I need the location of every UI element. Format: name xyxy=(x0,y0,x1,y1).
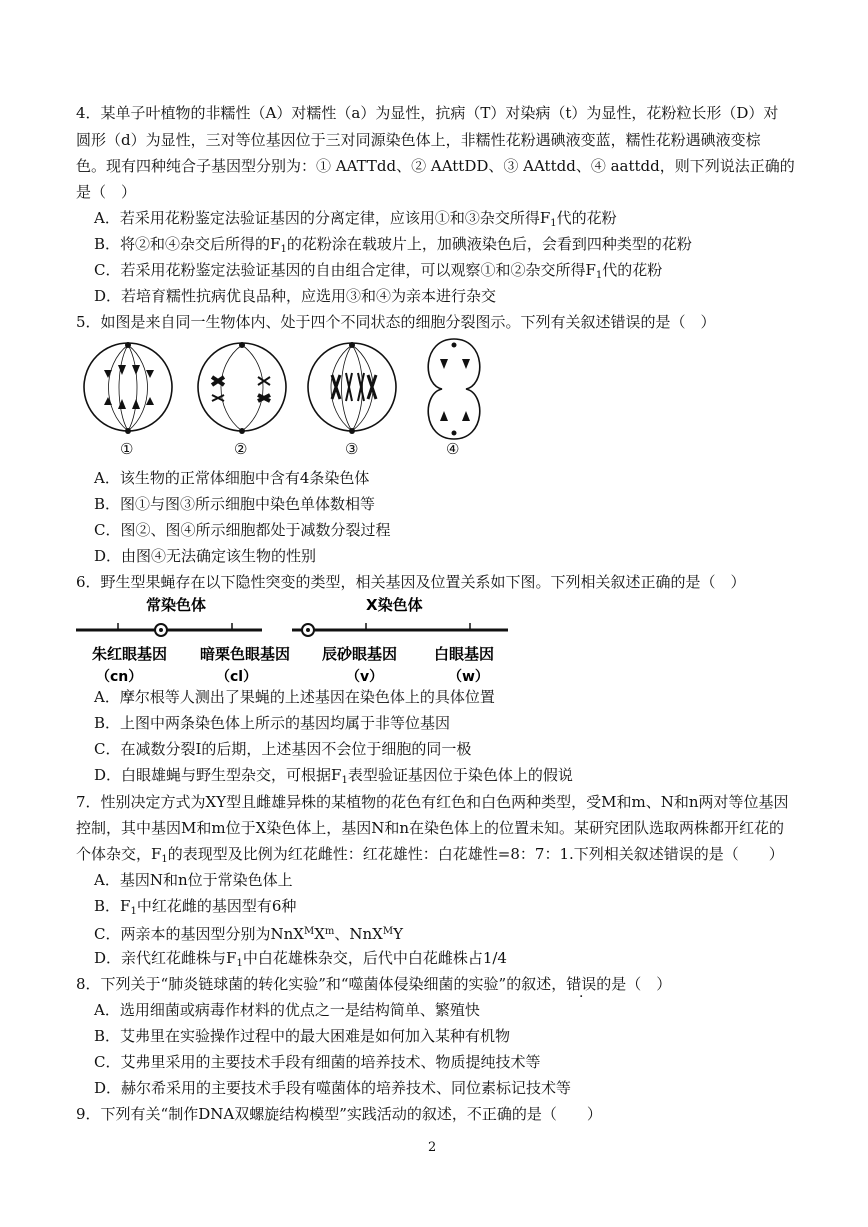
q7-option-c: C．两亲本的基因型分别为$NnX^MX^m$、NnX$^M$Y xyxy=(94,925,403,943)
q5-option-a: A．该生物的正常体细胞中含有4条染色体 xyxy=(94,469,370,487)
x-chromosome-label: X染色体 xyxy=(366,596,423,614)
q4-option-b: B．将②和④杂交后所得的$F_1$的花粉涂在载玻片上，加碘液染色后，会看到四种类型的花粉 xyxy=(94,235,692,255)
gene-name-v: 辰砂眼基因 xyxy=(322,645,398,663)
gene-symbol-v: （v） xyxy=(346,669,384,685)
cell-1-diagram xyxy=(84,342,172,434)
q4-option-a: A．若采用花粉鉴定法验证基因的分离定律，应该用①和③杂交所得$F_1$代的花粉 xyxy=(94,209,617,229)
q7-option-a: A．基因N和n位于常染色体上 xyxy=(94,871,293,889)
q4-stem-line-4: 是（ ） xyxy=(76,183,137,201)
q8-option-c: C．艾弗里采用的主要技术手段有细菌的培养技术、物质提纯技术等 xyxy=(94,1053,541,1071)
cell-label-1: ① xyxy=(120,440,134,458)
q7-option-b: B．$F_1$中红花雌的基因型有6种 xyxy=(94,897,297,917)
q7-stem-line-2: 控制，其中基因M和m位于X染色体上，基因N和n在染色体上的位置未知。某研究团队选取两株都开红花的 xyxy=(76,819,785,837)
q6-option-d: D．白眼雄蝇与野生型杂交，可根据$F_1$表型验证基因位于染色体上的假说 xyxy=(94,766,573,786)
cell-4-diagram xyxy=(428,339,480,439)
q8-stem: 8．下列关于“肺炎链球菌的转化实验”和“噬菌体侵染细菌的实验”的叙述，错误的是（ ） xyxy=(76,975,672,993)
q5-option-b: B．图①与图③所示细胞中染色单体数相等 xyxy=(94,495,376,513)
q7-stem-line-3: 个体杂交，$F_1$的表现型及比例为红花雌性：红花雄性：白花雄性=8：7：1.下列相关叙述错误的是（ ） xyxy=(76,845,784,865)
cell-label-3: ③ xyxy=(345,440,359,458)
gene-name-cn: 朱红眼基因 xyxy=(92,645,168,663)
page-number: 2 xyxy=(428,1140,437,1155)
gene-name-cl: 暗栗色眼基因 xyxy=(200,645,291,663)
cell-label-4: ④ xyxy=(446,440,460,458)
q8-option-a: A．选用细菌或病毒作材料的优点之一是结构简单、繁殖快 xyxy=(94,1001,480,1019)
q9-stem: 9．下列有关“制作DNA双螺旋结构模型”实践活动的叙述，不正确的是（ ） xyxy=(76,1105,602,1123)
q6-option-a: A．摩尔根等人测出了果蝇的上述基因在染色体上的具体位置 xyxy=(94,688,495,706)
gene-symbol-cn: （cn） xyxy=(96,669,143,685)
q8-option-b: B．艾弗里在实验操作过程中的最大困难是如何加入某种有机物 xyxy=(94,1027,511,1045)
q6-stem: 6．野生型果蝇存在以下隐性突变的类型，相关基因及位置关系如下图。下列相关叙述正确的是（ ） xyxy=(76,573,746,591)
q6-option-c: C．在减数分裂Ⅰ的后期，上述基因不会位于细胞的同一极 xyxy=(94,740,472,758)
q8-emphasis-word: 错误 xyxy=(566,975,597,993)
q4-stem-line-3: 色。现有四种纯合子基因型分别为：① AATTdd、② AAttDD、③ AAttdd、④ aattdd，则下列说法正确的 xyxy=(76,157,795,175)
autosome-label: 常染色体 xyxy=(146,596,207,614)
q4-option-d: D．若培育糯性抗病优良品种，应选用③和④为亲本进行杂交 xyxy=(94,287,497,305)
chromosome-gene-figure xyxy=(76,595,516,695)
cell-division-figure xyxy=(82,335,502,465)
q5-stem: 5．如图是来自同一生物体内、处于四个不同状态的细胞分裂图示。下列有关叙述错误的是（ ） xyxy=(76,313,716,331)
q7-stem-line-1: 7．性别决定方式为XY型且雌雄异株的某植物的花色有红色和白色两种类型，受M和m、N和n两对等位基因 xyxy=(76,793,789,811)
q8-option-d: D．赫尔希采用的主要技术手段有噬菌体的培养技术、同位素标记技术等 xyxy=(94,1079,572,1097)
q5-option-d: D．由图④无法确定该生物的性别 xyxy=(94,547,317,565)
gene-symbol-cl: （cl） xyxy=(216,669,258,685)
gene-symbol-w: （w） xyxy=(448,669,489,685)
q4-stem-line-2: 圆形（d）为显性，三对等位基因位于三对同源染色体上，非糯性花粉遇碘液变蓝，糯性花粉遇碘液变棕 xyxy=(76,131,761,149)
q4-stem-line-1: 4．某单子叶植物的非糯性（A）对糯性（a）为显性，抗病（T）对染病（t）为显性，花粉粒长形（D）对 xyxy=(76,104,779,122)
cell-3-diagram xyxy=(308,342,396,434)
cell-label-2: ② xyxy=(234,440,248,458)
cell-2-diagram xyxy=(198,342,286,434)
q5-option-c: C．图②、图④所示细胞都处于减数分裂过程 xyxy=(94,521,391,539)
gene-name-w: 白眼基因 xyxy=(434,645,495,663)
q6-option-b: B．上图中两条染色体上所示的基因均属于非等位基因 xyxy=(94,714,451,732)
q4-option-c: C．若采用花粉鉴定法验证基因的自由组合定律，可以观察①和②杂交所得$F_1$代的花粉 xyxy=(94,261,663,281)
q7-option-d: D．亲代红花雌株与$F_1$中白花雄株杂交，后代中白花雌株占1/4 xyxy=(94,949,507,969)
